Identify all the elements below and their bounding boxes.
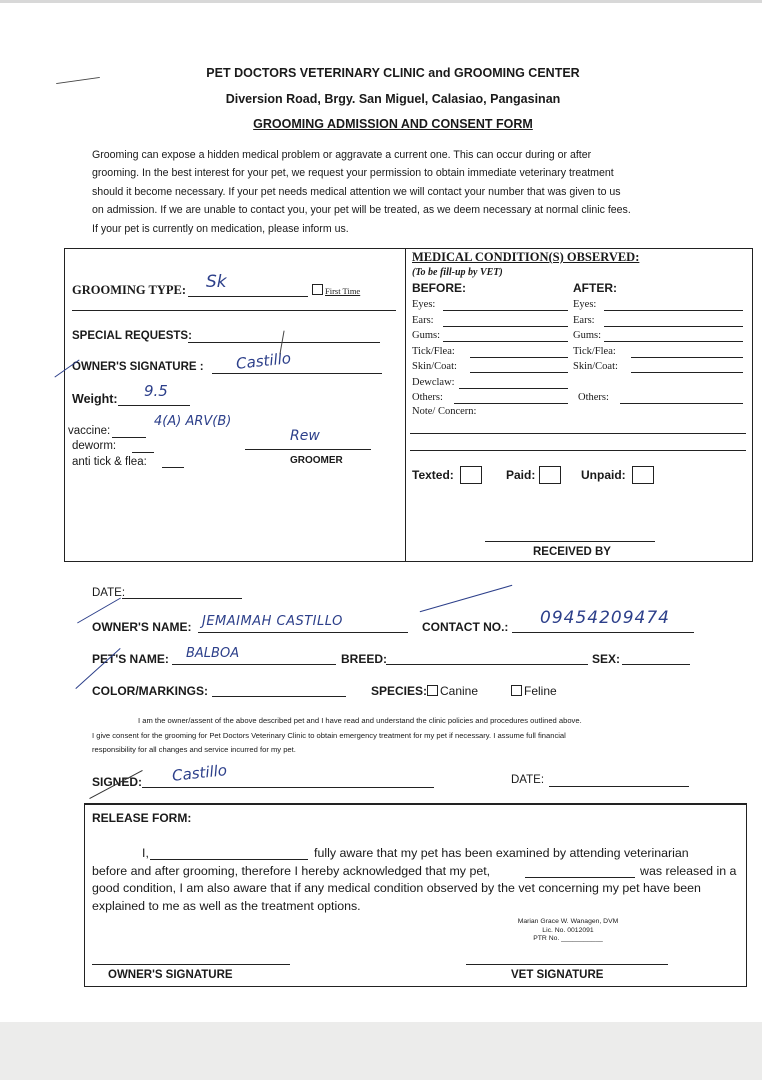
groomer-line <box>245 449 371 450</box>
after-field-label: Tick/Flea: <box>573 345 616 357</box>
owner-name-line <box>198 632 408 633</box>
contact-label: CONTACT NO.: <box>422 620 509 634</box>
first-time-label: First Time <box>325 286 361 296</box>
release-line-3: good condition, I am also aware that if any medical condition observed by the vet concerning my pet have been <box>92 881 701 895</box>
note-line-2 <box>410 450 746 451</box>
release-name-line <box>150 859 308 860</box>
stamp-ptr: PTR No. ___________ <box>533 935 603 943</box>
after-field-line[interactable] <box>604 341 743 342</box>
owner-sig-label: OWNER'S SIGNATURE <box>108 969 233 981</box>
clinic-name: PET DOCTORS VETERINARY CLINIC and GROOMING CENTER <box>206 66 580 80</box>
groomer-label: GROOMER <box>290 455 343 466</box>
before-field-line[interactable] <box>454 403 568 404</box>
after-field-line[interactable] <box>604 310 743 311</box>
release-text-2b: was released in a <box>640 864 737 878</box>
before-field-line[interactable] <box>459 388 568 389</box>
first-time-checkbox[interactable] <box>312 284 360 296</box>
before-field-label: Skin/Coat: <box>412 361 457 372</box>
consent-line-3: responsibility for all changes and service incurred for my pet. <box>92 745 296 754</box>
signed-date-label: DATE: <box>511 774 545 786</box>
before-field-label: Ears: <box>412 314 434 326</box>
contact-line <box>512 632 694 633</box>
pen-stroke-3 <box>420 585 513 612</box>
intro-line: If your pet is currently on medication, please inform us. <box>92 222 349 235</box>
signed-label: SIGNED: <box>92 775 143 789</box>
before-field-label: Eyes: <box>412 299 436 310</box>
intro-line: grooming. In the best interest for your pet, we request your permission to obtain immediate veterinary treatment <box>92 167 614 180</box>
scan-edge <box>0 0 762 3</box>
form-title: GROOMING ADMISSION AND CONSENT FORM <box>253 117 533 131</box>
release-title: RELEASE FORM: <box>92 811 192 825</box>
color-line <box>212 696 346 697</box>
breed-label: BREED: <box>341 652 388 666</box>
special-requests-line <box>188 342 380 343</box>
scan-bottom <box>0 1022 762 1080</box>
signed-line <box>142 787 434 788</box>
intro-text <box>92 146 702 238</box>
feline-option[interactable] <box>511 684 557 698</box>
sex-label: SEX: <box>592 652 621 666</box>
grooming-type-line <box>188 296 308 297</box>
before-field-label: Tick/Flea: <box>412 345 455 357</box>
vaccine-value[interactable]: 4(A) ARV(B) <box>154 414 232 429</box>
paid-checkbox[interactable] <box>539 466 561 484</box>
vet-sig-line <box>466 964 668 965</box>
feline-box[interactable] <box>511 685 522 696</box>
canine-option[interactable] <box>427 684 478 698</box>
before-field-line[interactable] <box>470 372 568 373</box>
after-field-label: Gums: <box>573 330 602 341</box>
stamp-name: Marian Grace W. Wanagen, DVM <box>517 918 619 925</box>
contact-value[interactable]: 09454209474 <box>540 608 670 628</box>
feline-label: Feline <box>524 684 557 698</box>
before-field-label: Others: <box>412 392 443 403</box>
signed-value[interactable]: Castillo <box>171 761 228 785</box>
owner-name-value[interactable]: JEMAIMAH CASTILLO <box>202 614 343 629</box>
signed-date-line <box>549 786 689 787</box>
intro-line: Grooming can expose a hidden medical problem or aggravate a current one. This can occur during or after <box>92 149 592 161</box>
date-line <box>122 598 242 599</box>
owner-signature-label: OWNER'S SIGNATURE : <box>72 361 204 373</box>
pet-name-value[interactable]: BALBOA <box>186 646 240 661</box>
after-field-line[interactable] <box>604 326 743 327</box>
pet-name-line <box>172 664 336 665</box>
sex-line <box>622 664 690 665</box>
pet-name-label: PET'S NAME: <box>92 652 169 666</box>
groomer-value[interactable]: Rew <box>290 428 320 444</box>
special-requests-label: SPECIAL REQUESTS: <box>72 330 192 342</box>
before-field-label: Gums: <box>412 330 441 341</box>
release-text-1: fully aware that my pet has been examined by attending veterinarian <box>314 846 689 860</box>
canine-label: Canine <box>440 684 479 698</box>
consent-line-2: I give consent for the grooming for Pet Doctors Veterinary Clinic to obtain emergency treatment for my pet if necessary. I assume full financial <box>92 731 566 740</box>
owner-name-label: OWNER'S NAME: <box>92 620 192 634</box>
intro-line: should it become necessary. If your pet needs medical attention we will contact your number that was given to us <box>92 185 621 198</box>
weight-label: Weight: <box>72 392 118 406</box>
after-field-label: Ears: <box>573 314 595 326</box>
before-field-line[interactable] <box>443 310 568 311</box>
texted-label: Texted: <box>412 468 454 482</box>
texted-checkbox[interactable] <box>460 466 482 484</box>
owner-sig-line <box>92 964 290 965</box>
received-by-line <box>485 541 655 542</box>
anti-tick-label: anti tick & flea: <box>72 456 147 468</box>
release-box <box>84 803 747 987</box>
vaccine-label: vaccine: <box>68 425 111 437</box>
species-label: SPECIES: <box>371 684 428 698</box>
weight-value[interactable]: 9.5 <box>144 382 168 400</box>
vet-sig-label: VET SIGNATURE <box>511 969 604 981</box>
weight-line <box>118 405 190 406</box>
after-label: AFTER: <box>573 281 617 295</box>
vet-stamp <box>508 918 628 944</box>
before-field-label: Dewclaw: <box>412 376 455 388</box>
canine-box[interactable] <box>427 685 438 696</box>
paid-label: Paid: <box>506 468 536 482</box>
color-label: COLOR/MARKINGS: <box>92 684 208 698</box>
vaccine-line <box>112 437 146 438</box>
note-concern-label: Note/ Concern: <box>412 406 477 417</box>
owner-signature-value[interactable]: Castillo <box>235 349 292 373</box>
medical-title: MEDICAL CONDITION(S) OBSERVED: <box>412 250 640 264</box>
before-field-line[interactable] <box>470 357 568 358</box>
stamp-lic: Lic. No. 0012091 <box>542 926 594 934</box>
release-i: I, <box>142 846 149 860</box>
after-field-label: Eyes: <box>573 299 597 310</box>
panel-divider <box>405 248 406 562</box>
owner-signature-line <box>212 373 382 374</box>
grooming-type-value[interactable]: Sk <box>206 272 227 292</box>
unpaid-checkbox[interactable] <box>632 466 654 484</box>
unpaid-label: Unpaid: <box>581 468 626 482</box>
release-line-4: explained to me as well as the treatment options. <box>92 899 361 913</box>
before-label: BEFORE: <box>412 281 466 295</box>
anti-tick-line <box>162 467 184 468</box>
received-by-label: RECEIVED BY <box>533 546 611 558</box>
intro-line: on admission. If we are unable to contact you, your pet will be treated, as we deem necessary at normal clinic fees. <box>92 204 631 217</box>
first-time-box[interactable] <box>312 284 323 295</box>
breed-line <box>386 664 588 665</box>
after-field-label: Skin/Coat: <box>573 361 618 372</box>
before-field-line[interactable] <box>443 341 568 342</box>
medical-subtitle: (To be fill-up by VET) <box>412 267 503 278</box>
after-field-line[interactable] <box>631 372 743 373</box>
note-line-1 <box>410 433 746 434</box>
deworm-line <box>132 452 154 453</box>
release-text-2a: before and after grooming, therefore I hereby acknowledged that my pet, <box>92 864 491 878</box>
clinic-address: Diversion Road, Brgy. San Miguel, Calasiao, Pangasinan <box>225 92 561 106</box>
grooming-type-label: GROOMING TYPE: <box>72 283 187 297</box>
after-field-line[interactable] <box>631 357 743 358</box>
date-label: DATE: <box>92 587 126 599</box>
release-pet-line <box>525 877 635 878</box>
before-field-line[interactable] <box>443 326 568 327</box>
after-field-label: Others: <box>578 392 609 403</box>
deworm-label: deworm: <box>72 440 117 452</box>
grooming-type-line-2 <box>72 310 396 311</box>
after-field-line[interactable] <box>620 403 743 404</box>
consent-line-1: I am the owner/assent of the above described pet and I have read and understand the clinic policies and procedures outlined above. <box>138 716 582 725</box>
